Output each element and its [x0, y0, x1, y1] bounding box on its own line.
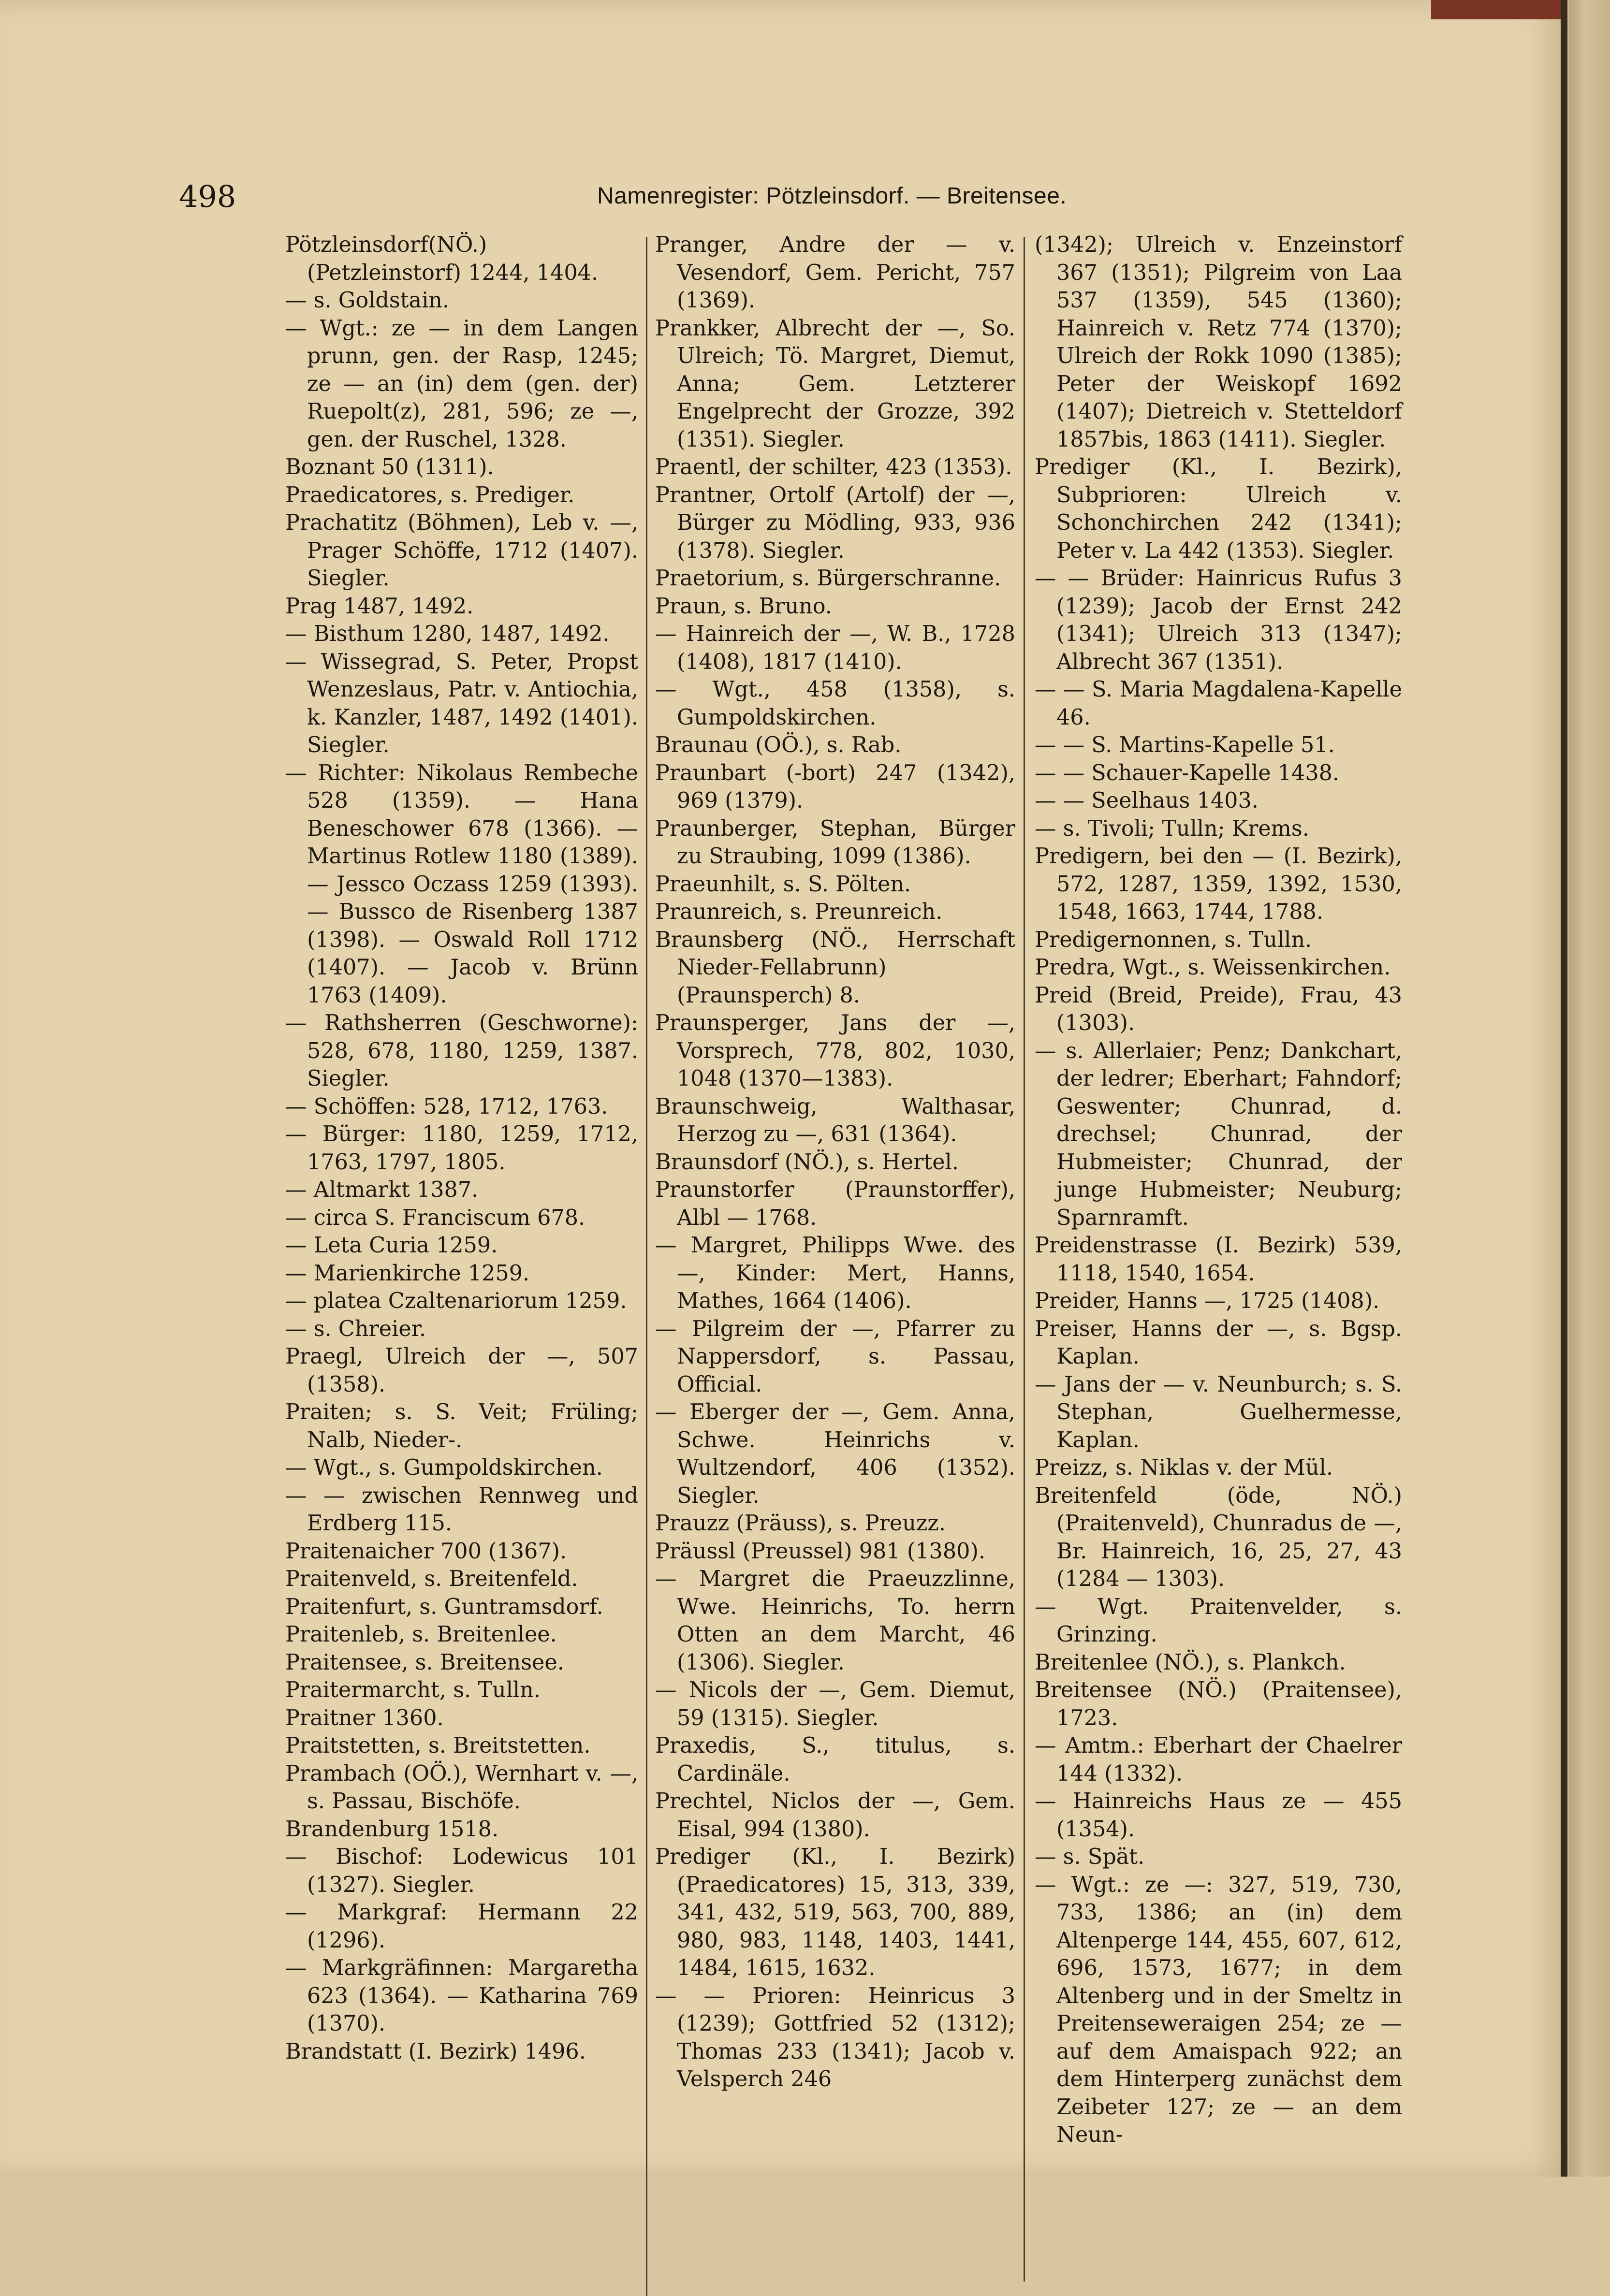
index-entry: Praxedis, S., titulus, s. Cardinäle. [655, 1733, 1015, 1786]
index-entry: — Altmarkt 1387. [285, 1177, 479, 1202]
index-column-1 [285, 231, 638, 2065]
index-entry: Braunsberg (NÖ., Herrschaft Nieder-Fellabrunn) (Praunsperch) 8. [655, 927, 1015, 1008]
index-entry: Prauzz (Präuss), s. Preuzz. [655, 1511, 946, 1536]
index-entry: Predra, Wgt., s. Weissenkirchen. [1035, 955, 1391, 980]
index-entry: Braunau (OÖ.), s. Rab. [655, 733, 902, 757]
index-entry: Praiten; s. S. Veit; Früling; Nalb, Nieder-. [285, 1400, 638, 1453]
index-entry: Praeunhilt, s. S. Pölten. [655, 872, 911, 897]
index-entry: — Pilgreim der —, Pfarrer zu Nappersdorf, s. Passau, Official. [655, 1316, 1015, 1397]
index-entry: — Hainreichs Haus ze — 455 (1354). [1035, 1789, 1402, 1842]
column-rule-right [1024, 237, 1025, 2281]
index-column-2 [655, 231, 1015, 2093]
index-entry: — — Prioren: Heinricus 3 (1239); Gottfried 52 (1312); Thomas 233 (1341); Jacob v. Velsperch 246 [655, 1983, 1015, 2092]
index-entry: — — zwischen Rennweg und Erdberg 115. [285, 1483, 638, 1536]
index-entry: Praedicatores, s. Prediger. [285, 482, 575, 508]
index-entry: — Wgt.: ze —: 327, 519, 730, 733, 1386; an (in) dem Altenperge 144, 455, 607, 612, 696, 1573, 1677; in dem Altenberg und in der Smeltz in Preitenseweraigen 254; ze — auf dem Amaispach 922; an dem Hinterperg zunächst dem Zeibeter 127; ze — an dem Neun- [1035, 1872, 1402, 2147]
book-spine [1569, 0, 1610, 2177]
index-entry: — — S. Maria Magdalena-Kapelle 46. [1035, 677, 1402, 730]
index-entry: Prambach (OÖ.), Wernhart v. —, s. Passau, Bischöfe. [285, 1761, 638, 1814]
index-entry: Pötzleinsdorf(NÖ.) (Petzleinstorf) 1244, 1404. [285, 233, 599, 285]
index-entry: — circa S. Franciscum 678. [285, 1205, 585, 1230]
index-entry: — Wgt.: ze — in dem Langen prunn, gen. der Rasp, 1245; ze — an (in) dem (gen. der) Ruepolt(z), 281, 596; ze —, gen. der Ruschel, 1328. [285, 316, 638, 452]
index-entry: — Richter: Nikolaus Rembeche 528 (1359). — Hana Beneschower 678 (1366). — Martinus Rotlew 1180 (1389). — Jessco Oczass 1259 (1393). — Bussco de Risenberg 1387 (1398). — Oswald Roll 1712 (1407). — Jacob v. Brünn 1763 (1409). [285, 760, 638, 1008]
index-entry: Breitensee (NÖ.) (Praitensee), 1723. [1035, 1678, 1402, 1730]
index-entry: — Eberger der —, Gem. Anna, Schwe. Heinrichs v. Wultzendorf, 406 (1352). Siegler. [655, 1400, 1015, 1508]
index-column-3 [1035, 231, 1402, 2149]
index-entry: — — Brüder: Hainricus Rufus 3 (1239); Jacob der Ernst 242 (1341); Ulreich 313 (1347); Albrecht 367 (1351). [1035, 566, 1402, 674]
index-entry: Prediger (Kl., I. Bezirk) (Praedicatores) 15, 313, 339, 341, 432, 519, 563, 700, 889, 980, 983, 1148, 1403, 1441, 1484, 1615, 1632. [655, 1845, 1015, 1980]
index-entry: Prag 1487, 1492. [285, 594, 474, 619]
index-entry: — Wgt., 458 (1358), s. Gumpoldskirchen. [655, 677, 1015, 730]
index-entry: Praitenleb, s. Breitenlee. [285, 1622, 557, 1647]
index-entry: — platea Czaltenariorum 1259. [285, 1289, 627, 1313]
index-entry: — — S. Martins-Kapelle 51. [1035, 733, 1335, 757]
index-entry: Prediger (Kl., I. Bezirk), Subprioren: Ulreich v. Schonchirchen 242 (1341); Peter v. La 442 (1353). Siegler. [1035, 455, 1402, 563]
index-entry: Boznant 50 (1311). [285, 455, 494, 480]
index-entry: — Nicols der —, Gem. Diemut, 59 (1315). Siegler. [655, 1678, 1015, 1730]
index-entry: — Hainreich der —, W. B., 1728 (1408), 1817 (1410). [655, 622, 1015, 674]
index-entry: — Wgt. Praitenvelder, s. Grinzing. [1035, 1594, 1402, 1647]
index-entry: — s. Chreier. [285, 1316, 426, 1341]
index-entry: Praitstetten, s. Breitstetten. [285, 1733, 591, 1758]
index-entry: Braunsdorf (NÖ.), s. Hertel. [655, 1149, 959, 1175]
index-entry: — Leta Curia 1259. [285, 1233, 498, 1258]
index-entry: — s. Allerlaier; Penz; Dankchart, der ledrer; Eberhart; Fahndorf; Geswenter; Chunrad, d. drechsel; Chunrad, der Hubmeister; Chunrad, der junge Hubmeister; Neuburg; Sparnramft. [1035, 1038, 1402, 1230]
index-entry: (1342); Ulreich v. Enzeinstorf 367 (1351); Pilgreim von Laa 537 (1359), 545 (1360); Hainreich v. Retz 774 (1370); Ulreich der Rokk 1090 (1385); Peter der Weiskopf 1692 (1407); Dietreich v. Stetteldorf 1857bis, 1863 (1411). Siegler. [1035, 233, 1402, 452]
index-entry: Predigernonnen, s. Tulln. [1035, 927, 1312, 952]
index-entry: Praunsperger, Jans der —, Vorsprech, 778, 802, 1030, 1048 (1370—1383). [655, 1011, 1015, 1091]
column-rule-left [646, 237, 647, 2296]
index-entry: Breitenfeld (öde, NÖ.) (Praitenveld), Chunradus de —, Br. Hainreich, 16, 25, 27, 43 (1284 — 1303). [1035, 1483, 1402, 1591]
index-entry: Praitensee, s. Breitensee. [285, 1650, 564, 1675]
index-entry: Braunschweig, Walthasar, Herzog zu —, 631 (1364). [655, 1094, 1015, 1147]
index-entry: Preid (Breid, Preide), Frau, 43 (1303). [1035, 983, 1402, 1035]
index-entry: — Schöffen: 528, 1712, 1763. [285, 1094, 608, 1119]
index-entry: — Markgräfinnen: Margaretha 623 (1364). — Katharina 769 (1370). [285, 1956, 638, 2036]
running-head: Namenregister: Pötzleinsdorf. — Breitensee. [597, 183, 1067, 209]
corner-stain [1431, 0, 1566, 19]
index-entry: — Bürger: 1180, 1259, 1712, 1763, 1797, 1805. [285, 1122, 638, 1175]
index-entry: Brandenburg 1518. [285, 1816, 499, 1842]
index-entry: Praunreich, s. Preunreich. [655, 900, 943, 924]
index-entry: Präussl (Preussel) 981 (1380). [655, 1539, 985, 1564]
index-entry: — Amtm.: Eberhart der Chaelrer 144 (1332). [1035, 1733, 1402, 1786]
index-entry: Predigern, bei den — (I. Bezirk), 572, 1287, 1359, 1392, 1530, 1548, 1663, 1744, 1788. [1035, 844, 1402, 924]
index-entry: Prachatitz (Böhmen), Leb v. —, Prager Schöffe, 1712 (1407). Siegler. [285, 510, 638, 591]
index-entry: Prantner, Ortolf (Artolf) der —, Bürger zu Mödling, 933, 936 (1378). Siegler. [655, 482, 1015, 563]
index-entry: Praitenfurt, s. Guntramsdorf. [285, 1594, 603, 1619]
index-entry: — s. Goldstain. [285, 288, 450, 313]
index-entry: — Markgraf: Hermann 22 (1296). [285, 1900, 638, 1953]
gutter-shadow [1561, 0, 1567, 2177]
index-entry: — Bischof: Lodewicus 101 (1327). Siegler. [285, 1845, 638, 1897]
index-entry: Breitenlee (NÖ.), s. Plankch. [1035, 1650, 1346, 1675]
index-entry: — — Seelhaus 1403. [1035, 788, 1259, 813]
index-entry: — s. Spät. [1035, 1845, 1145, 1869]
index-entry: — Bisthum 1280, 1487, 1492. [285, 622, 610, 646]
index-entry: Praunbart (-bort) 247 (1342), 969 (1379). [655, 760, 1015, 813]
index-entry: Praunstorfer (Praunstorffer), Albl — 1768. [655, 1177, 1015, 1230]
index-entry: Pranger, Andre der — v. Vesendorf, Gem. Pericht, 757 (1369). [655, 233, 1015, 313]
index-entry: Praitenaicher 700 (1367). [285, 1539, 567, 1564]
index-entry: Praitenveld, s. Breitenfeld. [285, 1567, 578, 1591]
index-entry: Prechtel, Niclos der —, Gem. Eisal, 994 (1380). [655, 1789, 1015, 1842]
index-entry: — Margret, Philipps Wwe. des —, Kinder: Mert, Hanns, Mathes, 1664 (1406). [655, 1233, 1015, 1313]
index-entry: — s. Tivoli; Tulln; Krems. [1035, 816, 1309, 841]
page-number: 498 [179, 179, 236, 214]
index-entry: Praegl, Ulreich der —, 507 (1358). [285, 1344, 638, 1397]
index-entry: Preiser, Hanns der —, s. Bgsp. Kaplan. [1035, 1316, 1402, 1369]
index-entry: Praentl, der schilter, 423 (1353). [655, 455, 1012, 480]
index-entry: Preider, Hanns —, 1725 (1408). [1035, 1289, 1380, 1313]
index-entry: Praun, s. Bruno. [655, 594, 832, 619]
index-entry: — Wissegrad, S. Peter, Propst Wenzeslaus, Patr. v. Antiochia, k. Kanzler, 1487, 1492 (1401). Siegler. [285, 649, 638, 757]
index-entry: — Jans der — v. Neunburch; s. S. Stephan, Guelhermesse, Kaplan. [1035, 1372, 1402, 1453]
index-entry: Praitner 1360. [285, 1705, 444, 1730]
index-entry: — Wgt., s. Gumpoldskirchen. [285, 1455, 603, 1480]
index-entry: — — Schauer-Kapelle 1438. [1035, 760, 1340, 785]
index-entry: — Marienkirche 1259. [285, 1261, 530, 1286]
index-entry: Praunberger, Stephan, Bürger zu Straubing, 1099 (1386). [655, 816, 1015, 869]
index-entry: Praitermarcht, s. Tulln. [285, 1678, 541, 1702]
index-entry: Prankker, Albrecht der —, So. Ulreich; Tö. Margret, Diemut, Anna; Gem. Letzterer Engelprecht der Grozze, 392 (1351). Siegler. [655, 316, 1015, 452]
index-entry: — Margret die Praeuzzlinne, Wwe. Heinrichs, To. herrn Otten an dem Marcht, 46 (1306). Siegler. [655, 1567, 1015, 1675]
index-entry: — Rathsherren (Geschworne): 528, 678, 1180, 1259, 1387. Siegler. [285, 1011, 638, 1091]
index-entry: Brandstatt (I. Bezirk) 1496. [285, 2039, 586, 2064]
index-entry: Preidenstrasse (I. Bezirk) 539, 1118, 1540, 1654. [1035, 1233, 1402, 1286]
index-entry: Praetorium, s. Bürgerschranne. [655, 566, 1001, 591]
index-entry: Preizz, s. Niklas v. der Mül. [1035, 1455, 1333, 1480]
